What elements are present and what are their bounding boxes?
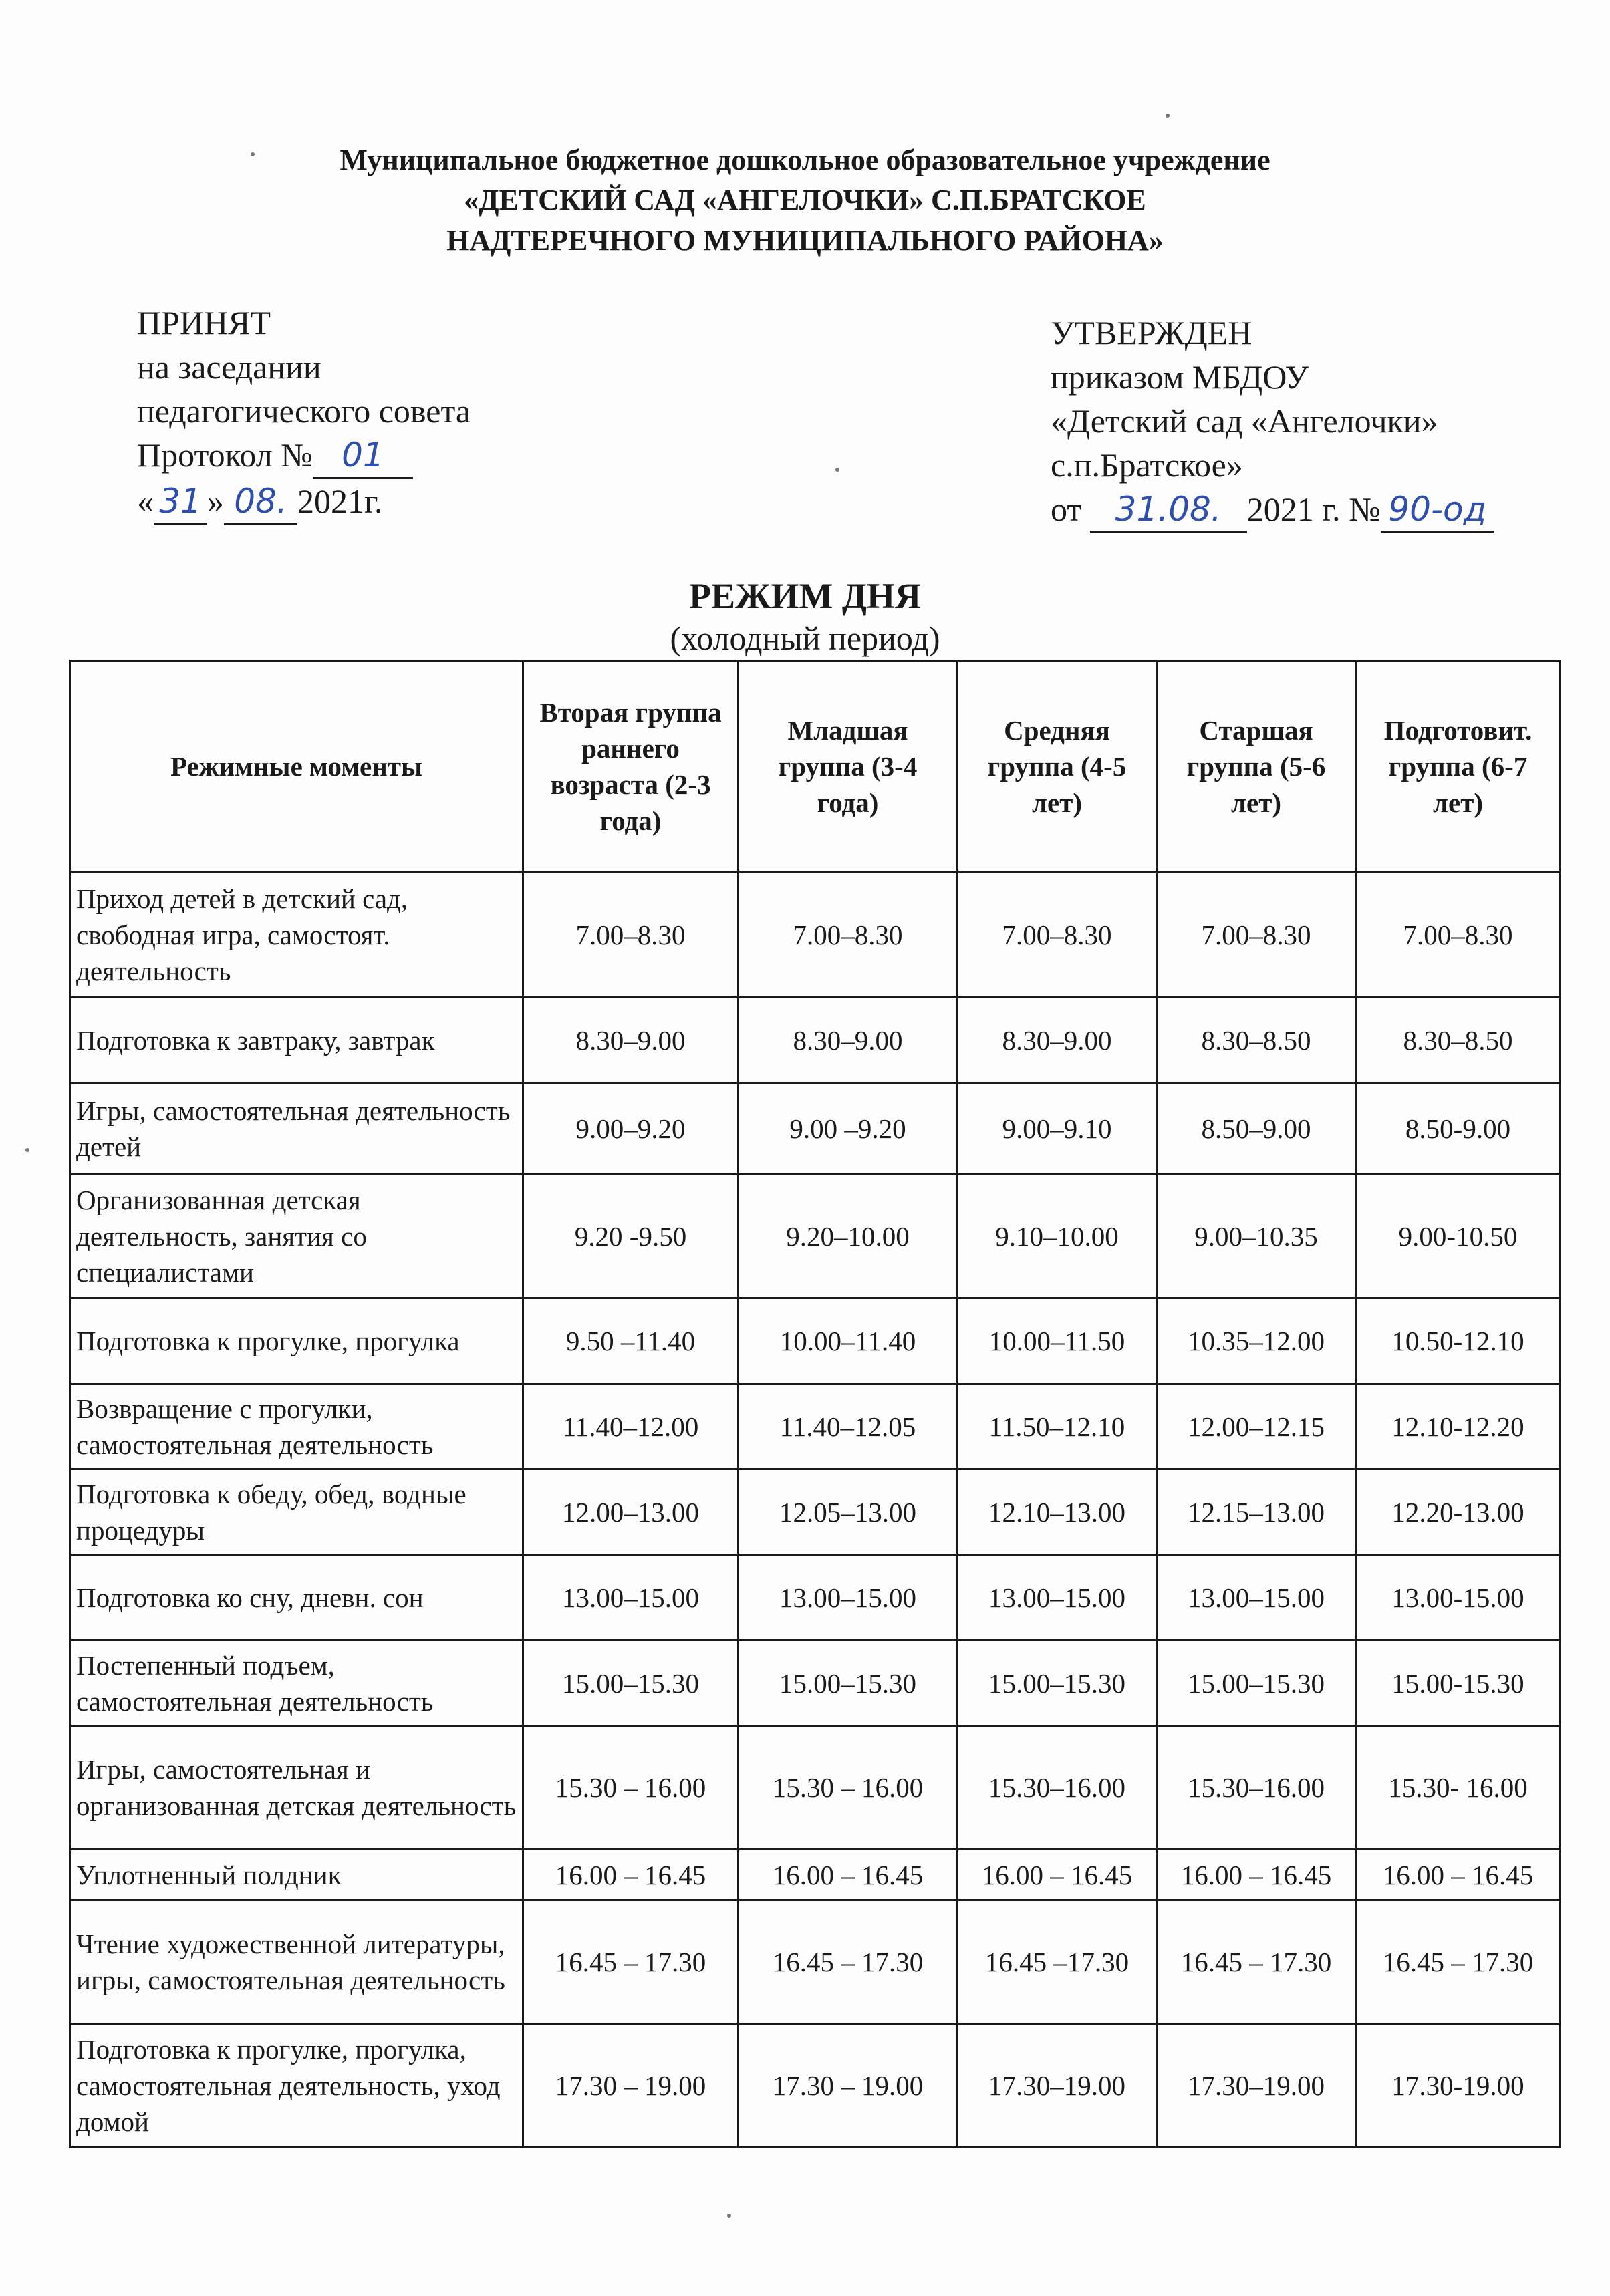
table-row xyxy=(70,1900,1561,2024)
time-cell: 12.15–13.00 xyxy=(1157,1469,1356,1555)
time-cell: 16.45 – 17.30 xyxy=(1157,1900,1356,2024)
row-label: Приход детей в детский сад, свободная игра, самостоят. деятельность xyxy=(70,872,523,998)
time-cell: 15.00–15.30 xyxy=(739,1640,958,1726)
time-cell: 12.10–13.00 xyxy=(958,1469,1157,1555)
time-cell: 17.30-19.00 xyxy=(1356,2024,1561,2148)
header-group-junior: Младшая группа (3-4 года) xyxy=(739,661,958,872)
time-cell: 11.50–12.10 xyxy=(958,1384,1157,1469)
row-label: Подготовка к прогулке, прогулка xyxy=(70,1298,523,1384)
time-cell: 9.00–10.35 xyxy=(1157,1175,1356,1298)
order-line xyxy=(1051,487,1494,533)
institution-header xyxy=(0,140,1610,261)
header-group-early: Вторая группа раннего возраста (2-3 года) xyxy=(523,661,739,872)
time-cell: 7.00–8.30 xyxy=(739,872,958,998)
time-cell: 11.40–12.00 xyxy=(523,1384,739,1469)
row-label: Подготовка к обеду, обед, водные процедуры xyxy=(70,1469,523,1555)
table-row xyxy=(70,1726,1561,1850)
time-cell: 15.00–15.30 xyxy=(523,1640,739,1726)
time-cell: 16.45 – 17.30 xyxy=(739,1900,958,2024)
scan-speck xyxy=(251,152,255,156)
order-number: 90-од xyxy=(1381,487,1494,533)
scan-speck xyxy=(835,468,839,472)
approved-block xyxy=(1051,311,1494,533)
time-cell: 17.30–19.00 xyxy=(958,2024,1157,2148)
time-cell: 12.00–13.00 xyxy=(523,1469,739,1555)
table-row xyxy=(70,1083,1561,1175)
scan-speck xyxy=(1166,114,1170,118)
row-label: Подготовка к завтраку, завтрак xyxy=(70,998,523,1083)
time-cell: 17.30 – 19.00 xyxy=(739,2024,958,2148)
time-cell: 10.00–11.50 xyxy=(958,1298,1157,1384)
row-label: Игры, самостоятельная деятельность детей xyxy=(70,1083,523,1175)
time-cell: 9.10–10.00 xyxy=(958,1175,1157,1298)
time-cell: 11.40–12.05 xyxy=(739,1384,958,1469)
approved-line4: с.п.Братское» xyxy=(1051,446,1243,484)
table-header-row xyxy=(70,661,1561,872)
time-cell: 13.00–15.00 xyxy=(958,1555,1157,1640)
schedule-table xyxy=(69,660,1561,2148)
time-cell: 12.10-12.20 xyxy=(1356,1384,1561,1469)
time-cell: 9.50 –11.40 xyxy=(523,1298,739,1384)
time-cell: 8.30–8.50 xyxy=(1356,998,1561,1083)
time-cell: 12.00–12.15 xyxy=(1157,1384,1356,1469)
time-cell: 15.30 – 16.00 xyxy=(739,1726,958,1850)
row-label: Постепенный подъем, самостоятельная деятельность xyxy=(70,1640,523,1726)
time-cell: 7.00–8.30 xyxy=(1356,872,1561,998)
table-row xyxy=(70,1640,1561,1726)
protocol-line xyxy=(137,433,471,479)
time-cell: 10.00–11.40 xyxy=(739,1298,958,1384)
scan-speck xyxy=(727,2214,731,2218)
table-row xyxy=(70,1298,1561,1384)
time-cell: 15.30–16.00 xyxy=(958,1726,1157,1850)
time-cell: 8.30–9.00 xyxy=(958,998,1157,1083)
row-label: Возвращение с прогулки, самостоятельная деятельность xyxy=(70,1384,523,1469)
time-cell: 16.00 – 16.45 xyxy=(1157,1850,1356,1900)
table-row xyxy=(70,998,1561,1083)
time-cell: 16.45 – 17.30 xyxy=(1356,1900,1561,2024)
time-cell: 9.00–9.20 xyxy=(523,1083,739,1175)
table-row xyxy=(70,1384,1561,1469)
time-cell: 7.00–8.30 xyxy=(523,872,739,998)
time-cell: 7.00–8.30 xyxy=(958,872,1157,998)
protocol-number: 01 xyxy=(313,433,413,479)
time-cell: 9.00-10.50 xyxy=(1356,1175,1561,1298)
table-row xyxy=(70,1555,1561,1640)
time-cell: 12.20-13.00 xyxy=(1356,1469,1561,1555)
time-cell: 13.00–15.00 xyxy=(1157,1555,1356,1640)
time-cell: 15.00-15.30 xyxy=(1356,1640,1561,1726)
time-cell: 10.35–12.00 xyxy=(1157,1298,1356,1384)
row-label: Подготовка ко сну, дневн. сон xyxy=(70,1555,523,1640)
accepted-block xyxy=(137,301,471,525)
time-cell: 17.30 – 19.00 xyxy=(523,2024,739,2148)
time-cell: 15.30 – 16.00 xyxy=(523,1726,739,1850)
time-cell: 16.45 – 17.30 xyxy=(523,1900,739,2024)
header-regime-moments: Режимные моменты xyxy=(70,661,523,872)
time-cell: 8.50-9.00 xyxy=(1356,1083,1561,1175)
protocol-label: Протокол № xyxy=(137,436,313,474)
time-cell: 13.00-15.00 xyxy=(1356,1555,1561,1640)
time-cell: 8.30–9.00 xyxy=(739,998,958,1083)
time-cell: 17.30–19.00 xyxy=(1157,2024,1356,2148)
time-cell: 16.00 – 16.45 xyxy=(958,1850,1157,1900)
time-cell: 8.50–9.00 xyxy=(1157,1083,1356,1175)
time-cell: 7.00–8.30 xyxy=(1157,872,1356,998)
institution-name-line1: Муниципальное бюджетное дошкольное образовательное учреждение xyxy=(340,144,1270,176)
document-subtitle: (холодный период) xyxy=(670,619,940,657)
protocol-date-line: « 31 » 08. 2021г. xyxy=(137,479,471,525)
accepted-title: ПРИНЯТ xyxy=(137,304,271,341)
time-cell: 16.00 – 16.45 xyxy=(1356,1850,1561,1900)
time-cell: 15.00–15.30 xyxy=(958,1640,1157,1726)
table-row xyxy=(70,2024,1561,2148)
approved-line2: приказом МБДОУ xyxy=(1051,358,1309,396)
row-label: Организованная детская деятельность, занятия со специалистами xyxy=(70,1175,523,1298)
protocol-month: 08. xyxy=(224,479,297,525)
time-cell: 16.00 – 16.45 xyxy=(739,1850,958,1900)
institution-name-line3: НАДТЕРЕЧНОГО МУНИЦИПАЛЬНОГО РАЙОНА» xyxy=(446,224,1164,257)
time-cell: 16.00 – 16.45 xyxy=(523,1850,739,1900)
time-cell: 12.05–13.00 xyxy=(739,1469,958,1555)
table-row xyxy=(70,872,1561,998)
approved-line3: «Детский сад «Ангелочки» xyxy=(1051,402,1438,440)
order-from-label: от xyxy=(1051,490,1082,528)
scan-speck xyxy=(25,1148,29,1152)
protocol-year: 2021г. xyxy=(297,482,383,520)
header-group-senior: Старшая группа (5-6 лет) xyxy=(1157,661,1356,872)
time-cell: 10.50-12.10 xyxy=(1356,1298,1561,1384)
order-year-label: 2021 г. № xyxy=(1246,490,1381,528)
row-label: Уплотненный полдник xyxy=(70,1850,523,1900)
time-cell: 16.45 –17.30 xyxy=(958,1900,1157,2024)
document-title: РЕЖИМ ДНЯ xyxy=(688,576,922,616)
time-cell: 8.30–8.50 xyxy=(1157,998,1356,1083)
time-cell: 15.30–16.00 xyxy=(1157,1726,1356,1850)
time-cell: 9.00 –9.20 xyxy=(739,1083,958,1175)
time-cell: 9.20–10.00 xyxy=(739,1175,958,1298)
header-group-middle: Средняя группа (4-5 лет) xyxy=(958,661,1157,872)
approved-title: УТВЕРЖДЕН xyxy=(1051,314,1252,351)
time-cell: 13.00–15.00 xyxy=(523,1555,739,1640)
time-cell: 13.00–15.00 xyxy=(739,1555,958,1640)
row-label: Чтение художественной литературы, игры, самостоятельная деятельность xyxy=(70,1900,523,2024)
order-date: 31.08. xyxy=(1090,487,1247,533)
time-cell: 15.30- 16.00 xyxy=(1356,1726,1561,1850)
accepted-line2: на заседании xyxy=(137,348,321,386)
table-row xyxy=(70,1469,1561,1555)
accepted-line3: педагогического совета xyxy=(137,392,471,430)
time-cell: 9.00–9.10 xyxy=(958,1083,1157,1175)
time-cell: 8.30–9.00 xyxy=(523,998,739,1083)
table-row xyxy=(70,1850,1561,1900)
table-row xyxy=(70,1175,1561,1298)
institution-name-line2: «ДЕТСКИЙ САД «АНГЕЛОЧКИ» С.П.БРАТСКОЕ xyxy=(464,184,1146,217)
time-cell: 15.00–15.30 xyxy=(1157,1640,1356,1726)
row-label: Игры, самостоятельная и организованная детская деятельность xyxy=(70,1726,523,1850)
protocol-day: 31 xyxy=(154,479,207,525)
row-label: Подготовка к прогулке, прогулка, самостоятельная деятельность, уход домой xyxy=(70,2024,523,2148)
header-group-preparatory: Подготовит. группа (6-7 лет) xyxy=(1356,661,1561,872)
time-cell: 9.20 -9.50 xyxy=(523,1175,739,1298)
